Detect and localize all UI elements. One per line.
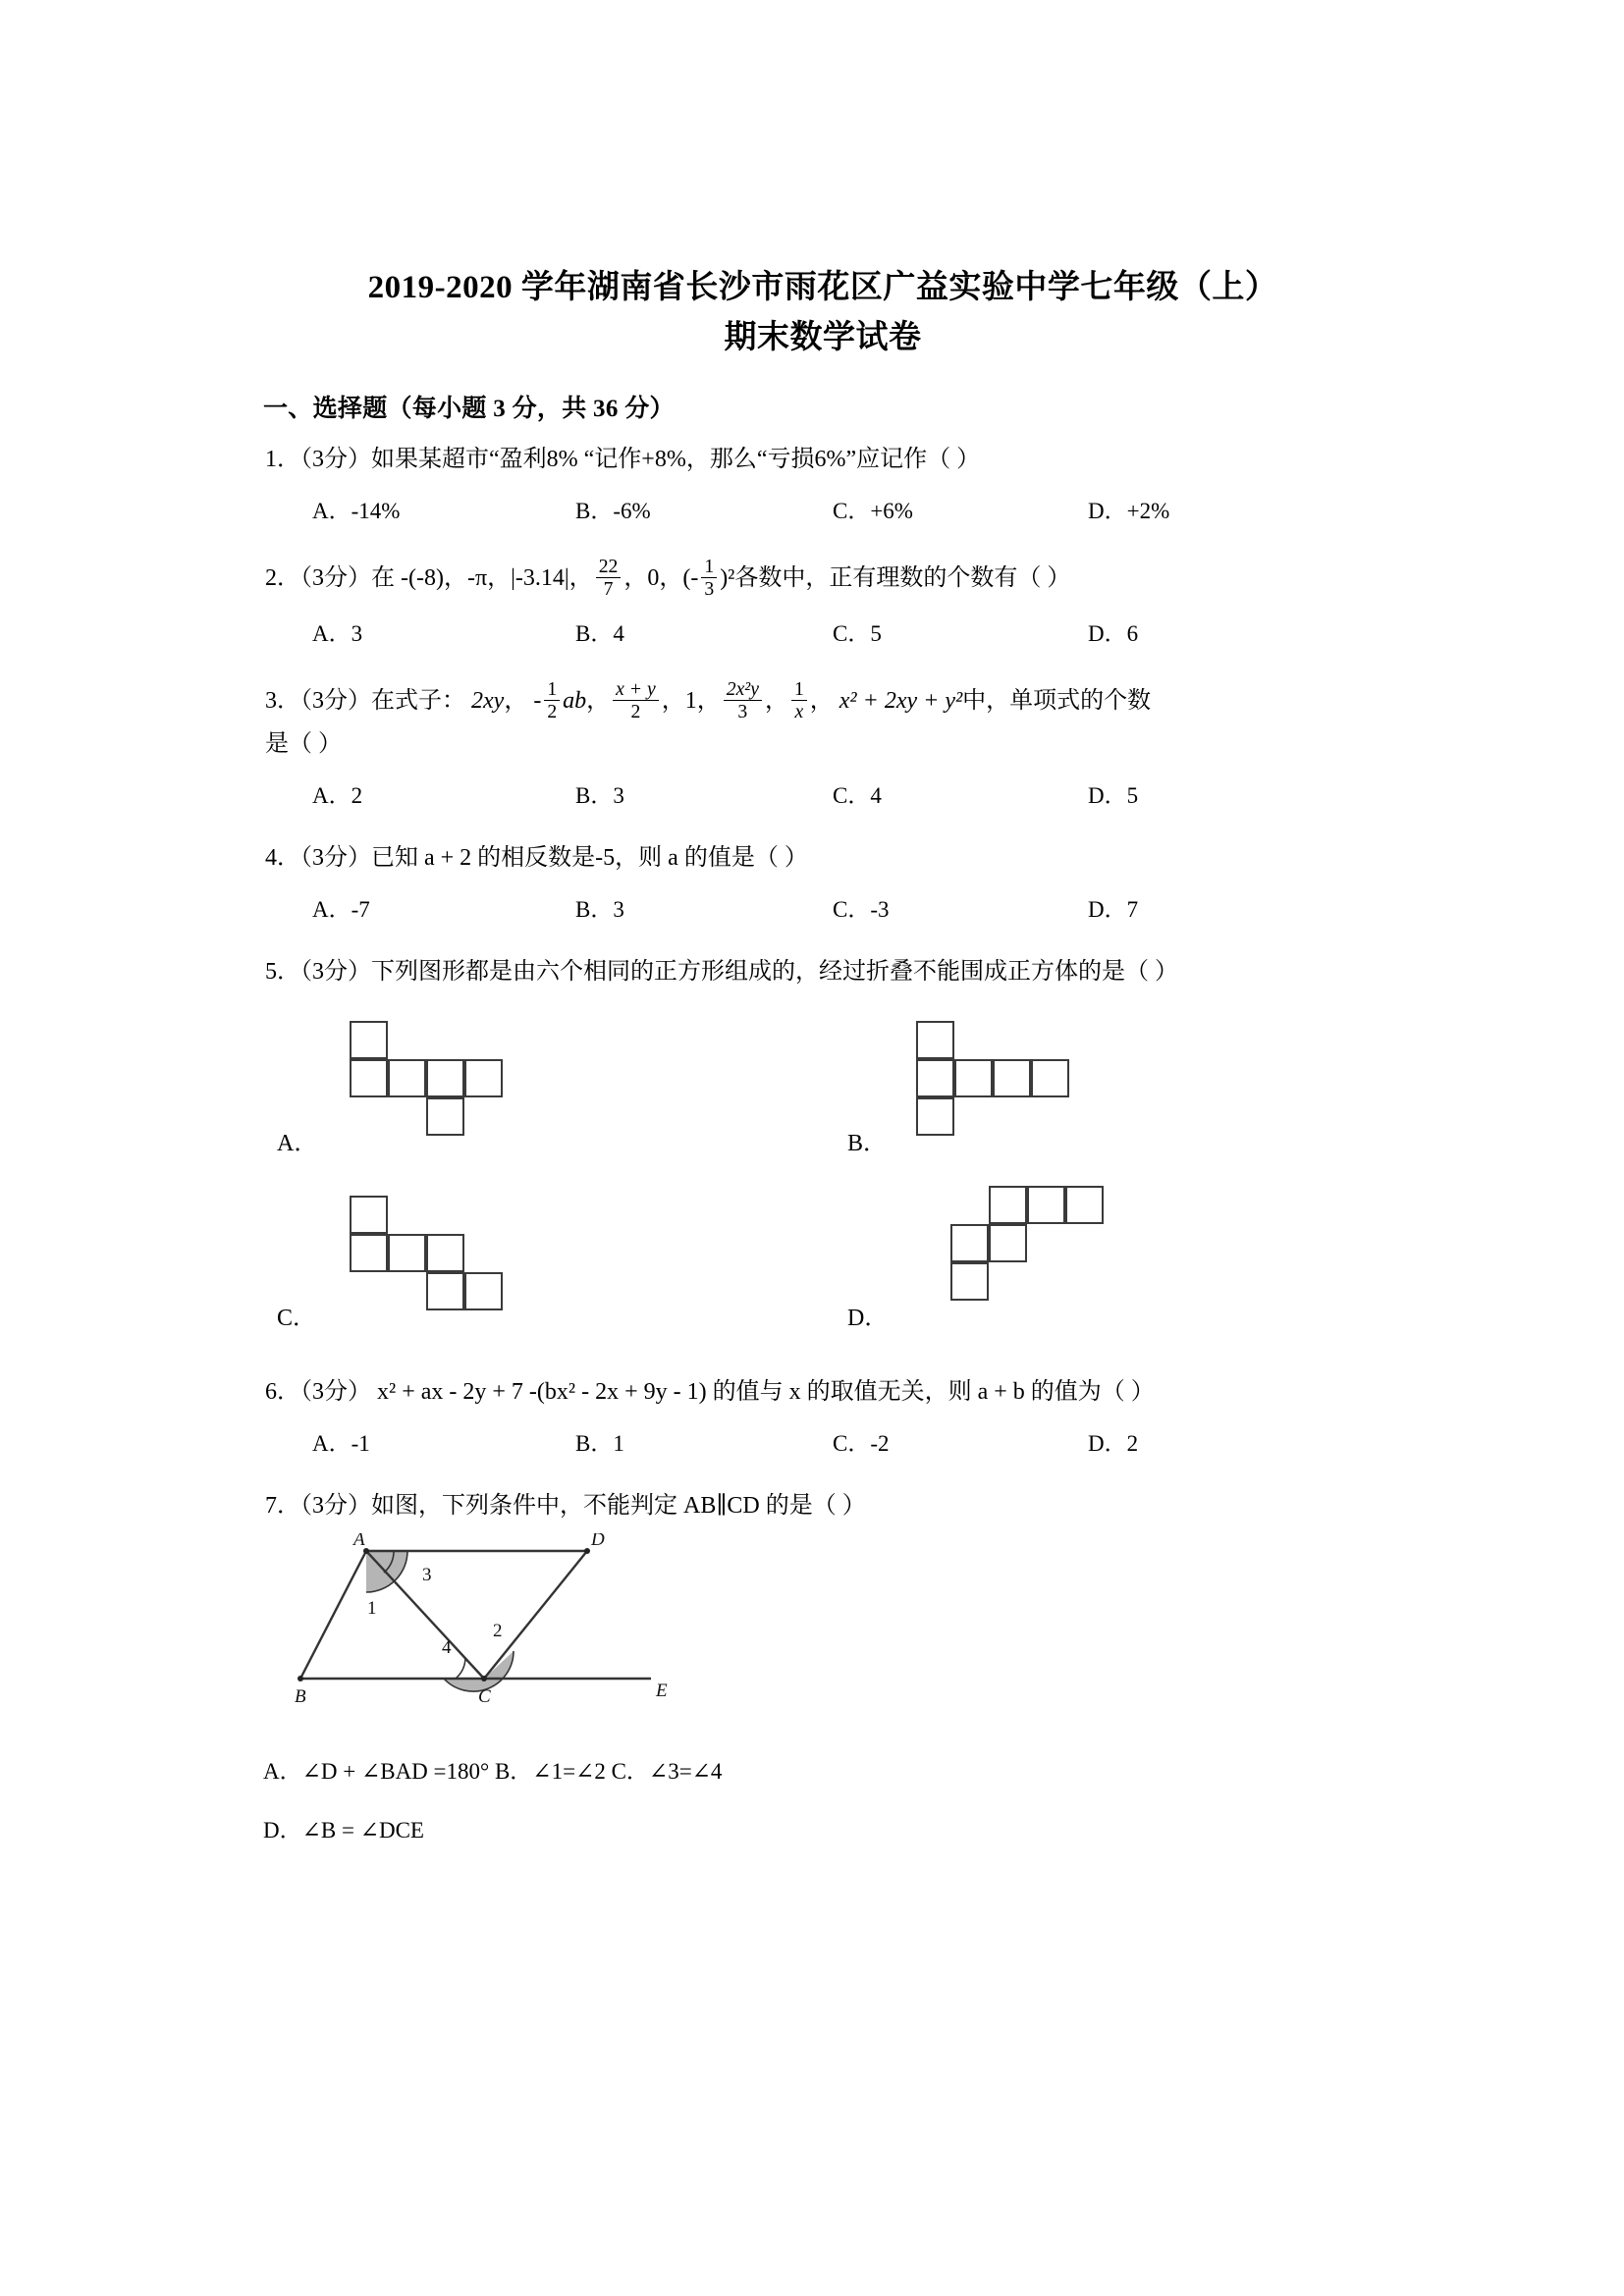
question-4-option-c[interactable]: C．-3 xyxy=(833,897,890,923)
question-2-stem-suffix: )²各数中，正有理数的个数有（ ） xyxy=(720,565,1071,592)
question-3-stem-line-2: 是（ ） xyxy=(265,731,342,758)
vertex-label-a: A xyxy=(353,1533,365,1551)
vertex-label-c: C xyxy=(478,1686,491,1708)
cube-net-c-square xyxy=(464,1272,503,1310)
angle-label-2: 2 xyxy=(493,1621,503,1642)
question-5-stem: 5．（3分）下列图形都是由六个相同的正方形组成的，经过折叠不能围成正方体的是（ ） xyxy=(265,959,1178,986)
question-6-stem-text: 6．（3分） x² + ax - 2y + 7 -(bx² - 2x + 9y - 1) 的值与 x 的取值无关，则 a + b 的值为（ ） xyxy=(265,1379,1155,1406)
question-2-option-a[interactable]: A．3 xyxy=(312,621,363,647)
question-3-term-5-fraction: $\frac{\text{2x²y}}{3}$ xyxy=(724,678,762,722)
question-7-stem: 7．（3分）如图，下列条件中，不能判定 AB∥CD 的是（ ） xyxy=(265,1493,866,1520)
question-3-stem-suffix: 中，单项式的个数 xyxy=(962,688,1152,715)
question-3-term-6-fraction: $\frac{1}{x}$ xyxy=(791,678,807,722)
question-5-figure-label-b: B． xyxy=(847,1131,888,1157)
question-1-option-a[interactable]: A．-14% xyxy=(312,499,401,524)
question-5-figures xyxy=(263,1003,1382,1357)
question-3-term-2-tail: ab xyxy=(563,688,587,715)
question-3-option-a[interactable]: A．2 xyxy=(312,783,363,809)
question-2-fraction-22-7: $\frac{22}{7}$ xyxy=(596,556,622,600)
question-1-option-d[interactable]: D．+2% xyxy=(1088,499,1170,524)
question-4-stem: 4．（3分）已知 a + 2 的相反数是-5，则 a 的值是（ ） xyxy=(265,845,808,872)
vertex-dot-d xyxy=(584,1548,590,1554)
question-2-option-c[interactable]: C．5 xyxy=(833,621,882,647)
cube-net-c-square xyxy=(350,1234,388,1272)
question-6-option-b[interactable]: B．1 xyxy=(575,1431,624,1457)
angle-label-1: 1 xyxy=(367,1598,377,1620)
vertex-dot-c xyxy=(481,1676,487,1682)
question-6-option-d[interactable]: D．2 xyxy=(1088,1431,1139,1457)
question-7-options-row-1 xyxy=(263,1753,1382,1798)
question-2-stem-prefix: 2．（3分）在 -(-8)，-π，|-3.14|， xyxy=(265,565,593,592)
cube-net-d-square xyxy=(1065,1186,1104,1224)
cube-net-b-square xyxy=(916,1059,954,1097)
question-3-stem-prefix: 3．（3分）在式子： xyxy=(265,688,465,715)
cube-net-c-square xyxy=(350,1196,388,1234)
question-7-option-b[interactable]: B．∠1=∠2 xyxy=(494,1759,606,1785)
question-2-stem xyxy=(263,556,1382,600)
cube-net-c-square xyxy=(426,1234,464,1272)
vertex-dot-b xyxy=(298,1676,303,1682)
question-7-options-row-2 xyxy=(263,1812,1382,1857)
question-3-term-7: x² + 2xy + y² xyxy=(839,688,963,715)
cube-net-a-square xyxy=(388,1059,426,1097)
question-3-option-b[interactable]: B．3 xyxy=(575,783,624,809)
question-3-term-3-fraction: $\frac{x + y}{2}$ xyxy=(613,678,659,722)
question-7-figure xyxy=(273,1533,1382,1739)
cube-net-b-square xyxy=(993,1059,1031,1097)
question-3-option-c[interactable]: C．4 xyxy=(833,783,882,809)
question-3-term-1: 2xy xyxy=(471,688,505,715)
question-2-option-b[interactable]: B．4 xyxy=(575,621,624,647)
cube-net-b-square xyxy=(916,1021,954,1059)
question-1-options xyxy=(263,493,1382,538)
parallelogram-diagram-svg xyxy=(273,1533,685,1730)
cube-net-d-square xyxy=(950,1262,989,1301)
title-line-1: 2019-2020 学年湖南省长沙市雨花区广益实验中学七年级（上） xyxy=(367,270,1278,305)
question-1-option-b[interactable]: B．-6% xyxy=(575,499,651,524)
cube-net-c-square xyxy=(388,1234,426,1272)
cube-net-a-square xyxy=(426,1059,464,1097)
angle-label-4: 4 xyxy=(442,1637,452,1659)
question-3-term-2-sign: - xyxy=(533,688,542,715)
angle-arc-c-inner xyxy=(456,1658,465,1679)
cube-net-a-square xyxy=(464,1059,503,1097)
cube-net-a-square xyxy=(426,1097,464,1136)
cube-net-d-square xyxy=(1027,1186,1065,1224)
question-1-stem: 1．（3分）如果某超市“盈利8% “记作+8%，那么“亏损6%”应记作（ ） xyxy=(265,447,981,473)
question-7-option-d[interactable]: D．∠B = ∠DCE xyxy=(263,1818,424,1843)
vertex-label-e: E xyxy=(656,1681,668,1702)
cube-net-a-square xyxy=(350,1059,388,1097)
page-content xyxy=(263,263,1382,1857)
cube-net-d-square xyxy=(989,1186,1027,1224)
question-2-stem-mid: ，0，(- xyxy=(623,565,699,592)
question-3-stem: 3．（3分）在式子： 2xy， - $\frac{1}{2}$ ab， $\frac{x + y}{2}$ ，1， $\frac{\text{2x²y}}{3}$ ， $\frac{1}{x}$ ， x² + 2xy + y²中，单项式的个数 xyxy=(265,678,1152,723)
question-1-option-c[interactable]: C．+6% xyxy=(833,499,913,524)
question-6-option-a[interactable]: A．-1 xyxy=(312,1431,370,1457)
vertex-label-b: B xyxy=(295,1686,306,1708)
question-4-options xyxy=(263,891,1382,936)
page-title xyxy=(263,263,1382,363)
cube-net-d-square xyxy=(950,1224,989,1262)
question-6-option-c[interactable]: C．-2 xyxy=(833,1431,890,1457)
vertex-label-d: D xyxy=(591,1533,605,1551)
segment-ab xyxy=(300,1551,366,1679)
question-4-option-b[interactable]: B．3 xyxy=(575,897,624,923)
question-2-option-d[interactable]: D．6 xyxy=(1088,621,1139,647)
cube-net-b-square xyxy=(1031,1059,1069,1097)
question-2-options xyxy=(263,615,1382,661)
question-5-figure-label-d: D． xyxy=(847,1306,889,1332)
question-3-option-d[interactable]: D．5 xyxy=(1088,783,1139,809)
question-6-options xyxy=(263,1425,1382,1470)
question-6-stem xyxy=(263,1374,1382,1410)
question-7-option-a[interactable]: A．∠D + ∠BAD =180° xyxy=(263,1759,490,1785)
cube-net-c-square xyxy=(426,1272,464,1310)
question-5-figure-label-c: C． xyxy=(277,1306,317,1332)
angle-label-3: 3 xyxy=(422,1565,432,1586)
question-7-option-c[interactable]: C．∠3=∠4 xyxy=(611,1759,723,1785)
title-line-2: 期末数学试卷 xyxy=(724,320,922,356)
question-5-figure-label-a: A． xyxy=(277,1131,318,1157)
question-2-fraction-1-3: $\frac{1}{3}$ xyxy=(701,556,717,600)
section-heading: 一、选择题（每小题 3 分，共 36 分） xyxy=(263,396,675,423)
question-4-option-a[interactable]: A．-7 xyxy=(312,897,370,923)
cube-net-d-square xyxy=(989,1224,1027,1262)
question-4-option-d[interactable]: D．7 xyxy=(1088,897,1139,923)
cube-net-b-square xyxy=(954,1059,993,1097)
question-3-term-2-fraction: $\frac{1}{2}$ xyxy=(544,678,560,722)
cube-net-b-square xyxy=(916,1097,954,1136)
question-3-term-4: 1 xyxy=(684,688,697,715)
cube-net-a-square xyxy=(350,1021,388,1059)
question-3-options xyxy=(263,777,1382,823)
segment-dc xyxy=(484,1551,587,1679)
